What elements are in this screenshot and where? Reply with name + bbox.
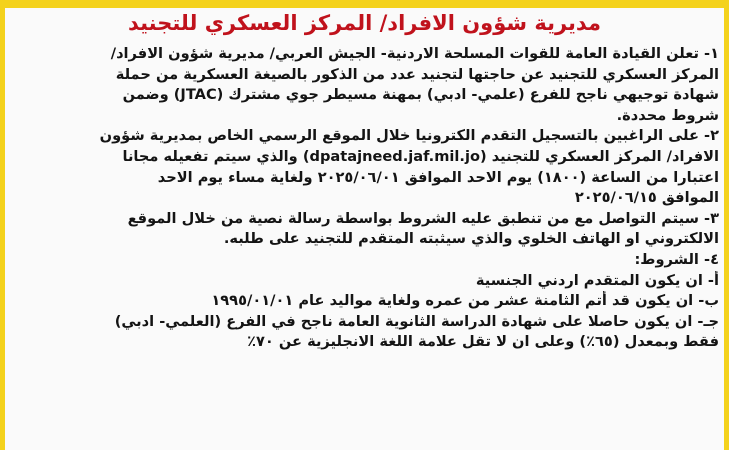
- body-line: ٢- على الراغبين بالتسجيل التقدم الكترونيا خلال الموقع الرسمي الخاص بمديرية شؤون: [99, 127, 719, 145]
- body-line: الالكتروني او الهاتف الخلوي والذي سيثبته المتقدم للتجنيد على طلبه.: [223, 230, 719, 248]
- announcement-heading: مديرية شؤون الافراد/ المركز العسكري للتجنيد: [127, 11, 602, 35]
- body-line: شهادة توجيهي ناجح للفرع (علمي- ادبي) بمهنة مسيطر جوي مشترك (JTAC) وضمن: [122, 86, 719, 104]
- body-line: أ- ان يكون المتقدم اردني الجنسية: [475, 271, 719, 289]
- body-line: اعتبارا من الساعة (١٨٠٠) يوم الاحد الموافق ٢٠٢٥/٠٦/٠١ ولغاية مساء يوم الاحد: [157, 168, 719, 186]
- body-line: ٤- الشروط:: [634, 250, 719, 268]
- body-line: الافراد/ المركز العسكري للتجنيد (dpatajneed.jaf.mil.jo) والذي سيتم تفعيله مجانا: [122, 147, 719, 165]
- announcement-body: [10, 44, 719, 448]
- body-line: ب- ان يكون قد أتم الثامنة عشر من عمره ولغاية مواليد عام ١٩٩٥/٠١/٠١: [211, 292, 719, 310]
- heading-area: [8, 6, 721, 40]
- body-line: شروط محددة.: [616, 106, 719, 124]
- right-yellow-border: [724, 0, 729, 450]
- body-line: الموافق ٢٠٢٥/٠٦/١٥: [574, 189, 719, 207]
- left-yellow-border: [0, 0, 5, 450]
- body-line: ١- تعلن القيادة العامة للقوات المسلحة الاردنية- الجيش العربي/ مديرية شؤون الافراد/: [110, 45, 719, 62]
- body-line: جـ- ان يكون حاصلا على شهادة الدراسة الثانوية العامة ناجح في الفرع (العلمي- ادبي): [114, 312, 719, 330]
- body-line: فقط وبمعدل (٦٥٪) وعلى ان لا تقل علامة اللغة الانجليزية عن ٧٠٪: [247, 333, 719, 351]
- body-line: ٣- سيتم التواصل مع من تنطبق عليه الشروط بواسطة رسالة نصية من خلال الموقع: [127, 209, 719, 227]
- body-line: المركز العسكري للتجنيد عن حاجتها لتجنيد عدد من الذكور بالصيغة العسكرية من حملة: [115, 65, 719, 83]
